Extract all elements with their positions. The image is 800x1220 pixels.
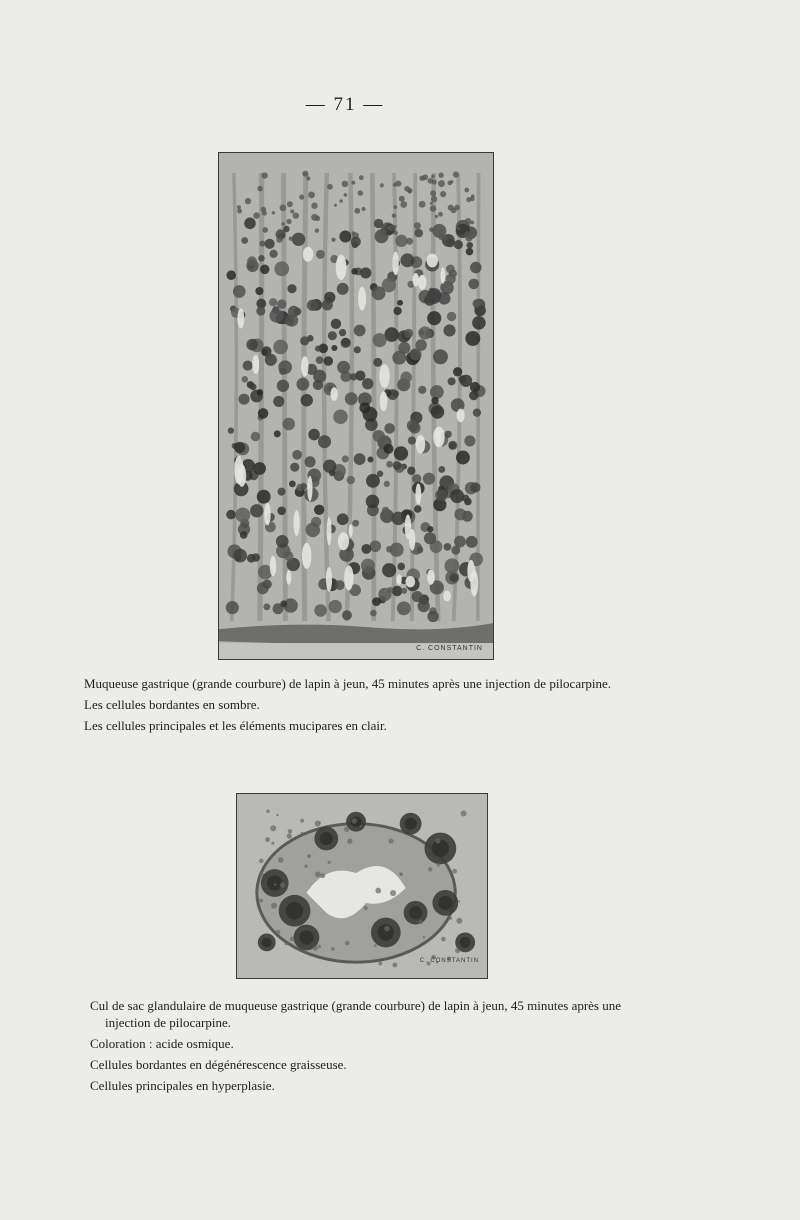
caption-line: Muqueuse gastrique (grande courbure) de lapin à jeun, 45 minutes après une injection de pilocarpine. [84, 676, 612, 691]
caption-line: Les cellules principales et les éléments mucipares en clair. [84, 718, 387, 733]
figure-1-caption [84, 675, 644, 738]
mucosa-illustration [219, 153, 493, 659]
gland-illustration [237, 794, 487, 978]
page-number: — 71 — [305, 94, 385, 115]
caption-line: Les cellules bordantes en sombre. [84, 697, 260, 712]
histology-plate-gland [236, 793, 488, 979]
caption-line: Coloration : acide osmique. [90, 1036, 234, 1051]
caption-line: Cul de sac glandulaire de muqueuse gastrique (grande courbure) de lapin à jeun, 45 minutes après une injection de pilocarpine. [90, 998, 622, 1030]
caption-line: Cellules bordantes en dégénérescence graisseuse. [90, 1057, 347, 1072]
histology-plate-mucosa [218, 152, 494, 660]
figure-2-caption [90, 997, 650, 1098]
caption-line: Cellules principales en hyperplasie. [90, 1078, 275, 1093]
illustrator-signature: C. CONSTANTIN [419, 958, 479, 964]
illustrator-signature: C. CONSTANTIN [416, 645, 483, 652]
